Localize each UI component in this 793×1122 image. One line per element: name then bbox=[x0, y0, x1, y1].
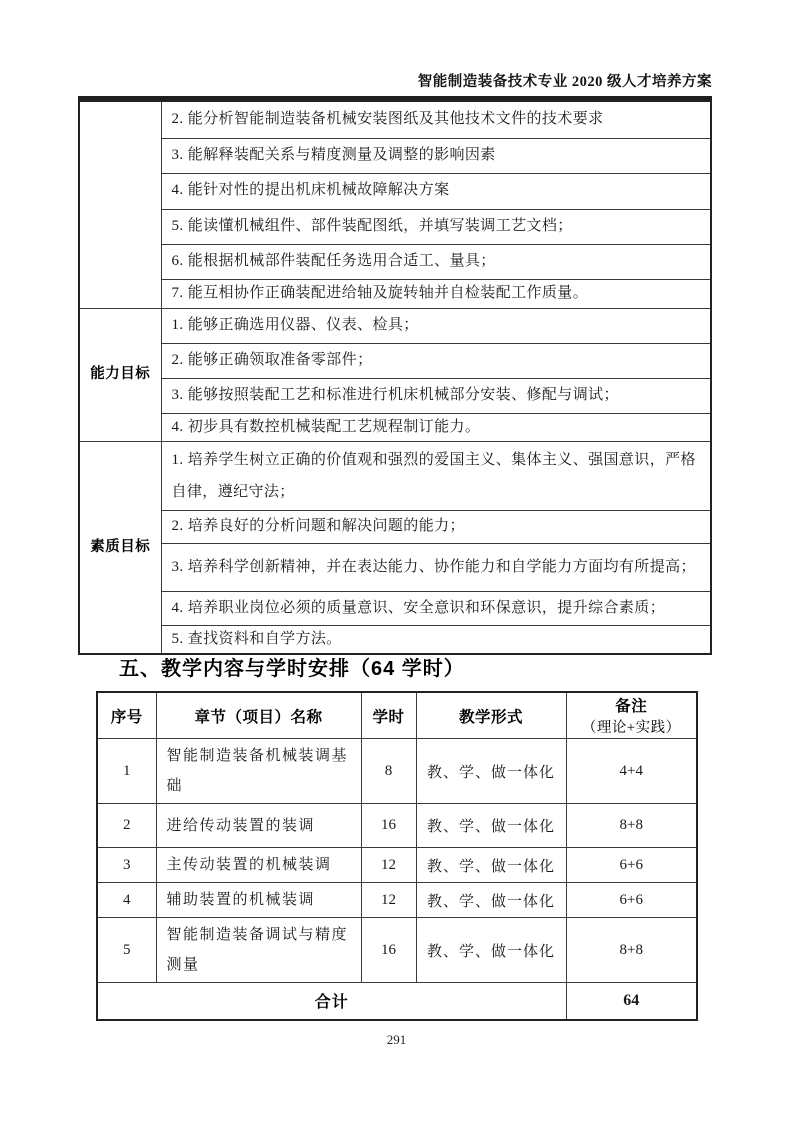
quality-goal-item: 3. 培养科学创新精神，并在表达能力、协作能力和自学能力方面均有所提高； bbox=[161, 543, 711, 591]
note-value: 6+6 bbox=[566, 883, 697, 918]
row-no: 4 bbox=[97, 883, 156, 918]
training-goals-table bbox=[78, 100, 712, 655]
total-hours-value: 64 bbox=[566, 983, 697, 1020]
table-row bbox=[79, 510, 711, 543]
hours-value: 16 bbox=[361, 804, 416, 848]
table-header-row bbox=[97, 692, 697, 739]
note-value: 4+4 bbox=[566, 739, 697, 804]
col-header-name: 章节（项目）名称 bbox=[156, 692, 361, 739]
ability-goal-item: 1. 能够正确选用仪器、仪表、检具； bbox=[161, 308, 711, 343]
col-header-no: 序号 bbox=[97, 692, 156, 739]
note-value: 8+8 bbox=[566, 804, 697, 848]
hours-value: 8 bbox=[361, 739, 416, 804]
table-row bbox=[79, 543, 711, 591]
teaching-schedule-table bbox=[96, 691, 698, 1021]
ability-goal-item: 2. 能够正确领取准备零部件； bbox=[161, 343, 711, 378]
table-row bbox=[79, 378, 711, 413]
chapter-name: 主传动装置的机械装调 bbox=[156, 848, 361, 883]
table-row bbox=[79, 209, 711, 244]
chapter-name: 辅助装置的机械装调 bbox=[156, 883, 361, 918]
row-no: 1 bbox=[97, 739, 156, 804]
ability-goal-item: 3. 能够按照装配工艺和标准进行机床机械部分安装、修配与调试； bbox=[161, 378, 711, 413]
table-row bbox=[97, 739, 697, 804]
teaching-form: 教、学、做一体化 bbox=[416, 883, 566, 918]
ability-goal-item: 4. 初步具有数控机械装配工艺规程制订能力。 bbox=[161, 413, 711, 441]
teaching-form: 教、学、做一体化 bbox=[416, 804, 566, 848]
teaching-form: 教、学、做一体化 bbox=[416, 848, 566, 883]
goal-group-label-empty bbox=[79, 101, 161, 308]
teaching-form: 教、学、做一体化 bbox=[416, 918, 566, 983]
total-label: 合计 bbox=[97, 983, 566, 1020]
table-row bbox=[79, 244, 711, 279]
knowledge-goal-item: 4. 能针对性的提出机床机械故障解决方案 bbox=[161, 173, 711, 209]
table-row bbox=[97, 848, 697, 883]
teaching-form: 教、学、做一体化 bbox=[416, 739, 566, 804]
knowledge-goal-item: 7. 能互相协作正确装配进给轴及旋转轴并自检装配工作质量。 bbox=[161, 279, 711, 308]
table-row bbox=[79, 591, 711, 625]
table-row bbox=[97, 918, 697, 983]
row-no: 2 bbox=[97, 804, 156, 848]
quality-goal-item: 5. 查找资料和自学方法。 bbox=[161, 625, 711, 654]
page-number: 291 bbox=[386, 1032, 407, 1047]
quality-goal-item: 2. 培养良好的分析问题和解决问题的能力； bbox=[161, 510, 711, 543]
table-row bbox=[79, 441, 711, 510]
table-row bbox=[79, 173, 711, 209]
table-row bbox=[97, 883, 697, 918]
table-row bbox=[79, 625, 711, 654]
table-row bbox=[97, 804, 697, 848]
table-row bbox=[79, 279, 711, 308]
ability-goals-label: 能力目标 bbox=[79, 308, 161, 441]
quality-goal-item: 1. 培养学生树立正确的价值观和强烈的爱国主义、集体主义、强国意识，严格自律，遵纪守法； bbox=[161, 441, 711, 510]
quality-goals-label: 素质目标 bbox=[79, 441, 161, 654]
chapter-name: 智能制造装备机械装调基础 bbox=[156, 739, 361, 804]
hours-value: 16 bbox=[361, 918, 416, 983]
hours-value: 12 bbox=[361, 848, 416, 883]
col-header-hours: 学时 bbox=[361, 692, 416, 739]
knowledge-goal-item: 5. 能读懂机械组件、部件装配图纸，并填写装调工艺文档； bbox=[161, 209, 711, 244]
chapter-name: 进给传动装置的装调 bbox=[156, 804, 361, 848]
table-row bbox=[79, 101, 711, 138]
knowledge-goal-item: 6. 能根据机械部件装配任务选用合适工、量具； bbox=[161, 244, 711, 279]
section-heading: 五、教学内容与学时安排（64 学时） bbox=[119, 658, 465, 680]
chapter-name: 智能制造装备调试与精度测量 bbox=[156, 918, 361, 983]
col-header-note-paren: （理论+实践） bbox=[581, 720, 681, 736]
table-row bbox=[79, 308, 711, 343]
running-header: 智能制造装备技术专业 2020 级人才培养方案 bbox=[417, 74, 712, 90]
col-header-note bbox=[566, 692, 697, 739]
table-total-row bbox=[97, 983, 697, 1020]
table-row bbox=[79, 413, 711, 441]
knowledge-goal-item: 3. 能解释装配关系与精度测量及调整的影响因素 bbox=[161, 138, 711, 173]
table-row bbox=[79, 343, 711, 378]
hours-value: 12 bbox=[361, 883, 416, 918]
col-header-form: 教学形式 bbox=[416, 692, 566, 739]
row-no: 3 bbox=[97, 848, 156, 883]
note-value: 8+8 bbox=[566, 918, 697, 983]
note-value: 6+6 bbox=[566, 848, 697, 883]
row-no: 5 bbox=[97, 918, 156, 983]
quality-goal-item: 4. 培养职业岗位必须的质量意识、安全意识和环保意识，提升综合素质； bbox=[161, 591, 711, 625]
knowledge-goal-item: 2. 能分析智能制造装备机械安装图纸及其他技术文件的技术要求 bbox=[161, 101, 711, 138]
col-header-note-bold: 备注 bbox=[615, 698, 648, 715]
table-row bbox=[79, 138, 711, 173]
